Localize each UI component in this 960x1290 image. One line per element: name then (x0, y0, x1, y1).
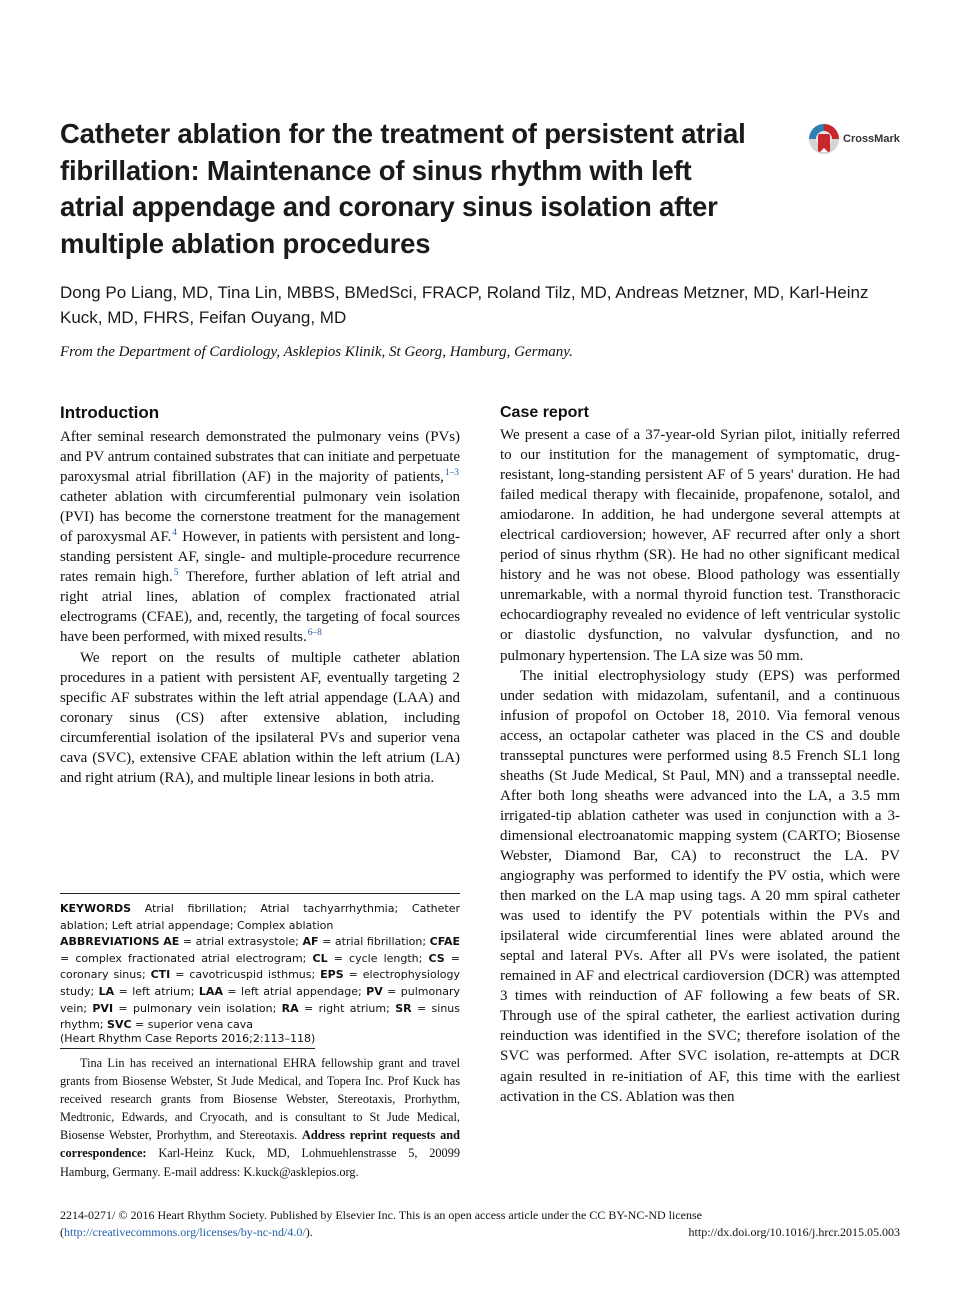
abbreviation-term: EPS (320, 968, 344, 982)
abbreviation-term: CS (428, 951, 445, 965)
abbreviation-term: LA (98, 984, 115, 998)
abbreviation-term: SVC (107, 1018, 132, 1032)
abbreviation-definition: = right atrium; (298, 1001, 396, 1015)
abbreviation-definition: = coronary sinus; (60, 951, 460, 982)
abbreviation-definition: = superior vena cava (131, 1018, 254, 1032)
right-column (500, 402, 900, 1107)
license-link[interactable]: http://creativecommons.org/licenses/by-nc-nd/4.0/ (64, 1225, 306, 1239)
abbreviation-definition: = left atrium; (114, 984, 199, 998)
abbreviation-definition: = electrophysiology study; (60, 968, 460, 998)
introduction-heading: Introduction (60, 403, 160, 422)
abbreviation-term: SR (395, 1001, 412, 1015)
abbreviation-definition: = sinus rhythm; (60, 1001, 461, 1032)
author-list: Dong Po Liang, MD, Tina Lin, MBBS, BMedSci, FRACP, Roland Tilz, MD, Andreas Metzner, MD, Karl-Heinz Kuck, MD, FHRS, Feifan Ouyang, MD (60, 283, 869, 327)
crossmark-icon (808, 122, 840, 156)
abbreviation-definition: = pulmonary vein; (60, 984, 460, 1015)
intro-paragraph-1 (60, 427, 460, 648)
reference-link[interactable]: 6–8 (307, 628, 322, 639)
case-paragraph-2: The initial electrophysiology study (EPS) was performed under sedation with midazolam, sufentanil, and a continuous infusion of propofol on October 18, 2010. Via femoral venous access, an octapolar catheter was placed in the CS and double transseptal punctures were performed using 8.5 French SL1 long sheaths (St Jude Medical, St Paul, MN) and a transseptal needle. After both long sheaths were advanced into the LA, a 3.5 mm irrigated-tip ablation catheter was used in conjunction with a 3-dimensional electroanatomic mapping system (CARTO; Biosense Webster, Diamond Bar, CA) to reconstruct the LA. PV angiography was performed to identify the PV ostia, which were then marked on the LA map using tags. A 20 mm spiral catheter was used to identify the PV potentials within the PVs and ipsilateral wide circumferential lines were ablated around the septal and lateral PVs. After all PVs were isolated, the patient remained in AF and electrical cardioversion (DCR) was attempted 3 times with reinduction of AF following a few beats of SR. Through use of the spiral catheter, the earliest activation during reinduction was identified in the SVC; therefore isolation of the SVC was performed. After SVC isolation, re-attempts at DCR again resulted in re-initiation of AF, this time with the earliest activation in the CS. Ablation was then (500, 667, 900, 1105)
keywords-line (60, 901, 460, 934)
intro-text-b: catheter ablation with circumferential pulmonary vein isolation (PVI) has become the cornerstone treatment for the management of paroxysmal AF. (60, 489, 460, 546)
abbreviation-term: AE (163, 935, 180, 949)
doi-link[interactable]: http://dx.doi.org/10.1016/j.hrcr.2015.05.003 (688, 1225, 900, 1239)
abbreviation-definition: = cavotricuspid isthmus; (170, 968, 321, 982)
abbreviations-list (60, 935, 460, 1031)
abbreviation-definition: = complex fractionated atrial electrogram; (60, 951, 313, 965)
abbreviation-term: CFAE (429, 935, 460, 949)
abbreviation-definition: = atrial extrasystole; (179, 935, 303, 949)
keywords-abbreviations-box (60, 893, 460, 1034)
correspondence-text: Karl-Heinz Kuck, MD, Lohmuehlenstrasse 5, 20099 Hamburg, Germany. E-mail address: K.kuck@asklepios.org. (60, 1146, 460, 1179)
abbreviation-definition: = left atrial appendage; (222, 984, 367, 998)
abbreviation-term: CTI (150, 968, 171, 982)
abbreviation-definition: = atrial fibrillation; (318, 935, 430, 949)
case-paragraph-1: We present a case of a 37-year-old Syrian pilot, initially referred to our institution for the management of symptomatic, drug-resistant, long-standing persistent AF of 5 years' duration. He had failed medical therapy with flecainide, propafenone, sotalol, and amiodarone. In addition, he had undergone several attempts at electrical cardioversion; however, AF recurred after only a short period of sinus rhythm (SR). He had no other significant medical history and he was not obese. Blood pathology was essentially unremarkable, with a normal thyroid function test. Transthoracic echocardiography revealed no evidence of left ventricular systolic or diastolic dysfunction, no valvular dysfunction, and no pulmonary hypertension. The LA size was 50 mm. (500, 427, 900, 664)
case-report-heading: Case report (500, 404, 589, 421)
abbreviation-term: LAA (198, 984, 223, 998)
license-close-paren: ). (305, 1225, 313, 1239)
keywords-text: Atrial fibrillation; Atrial tachyarrhythmia; Catheter ablation; Left atrial appendage; Complex ablation (60, 902, 460, 932)
abbreviation-definition: = pulmonary vein isolation; (113, 1001, 282, 1015)
article-title: Catheter ablation for the treatment of persistent atrial fibrillation: Maintenance of sinus rhythm with left atrial appendage and coronary sinus isolation after multiple ablation procedures (60, 118, 746, 259)
left-column (60, 402, 460, 788)
license-line (60, 1224, 313, 1241)
intro-text-c: However, in patients with persistent and long-standing persistent AF, single- and multiple-procedure recurrence rates remain high. (60, 529, 460, 586)
affiliation: From the Department of Cardiology, Asklepios Klinik, St Georg, Hamburg, Germany. (60, 344, 573, 360)
abbreviation-term: RA (281, 1001, 299, 1015)
intro-text-d: Therefore, further ablation of left atrial and right atrial lines, ablation of complex fractionated atrial electrograms (CFAE), and, recently, the targeting of focal sources have been performed, with mixed results. (60, 569, 460, 646)
intro-text-a: After seminal research demonstrated the pulmonary veins (PVs) and PV antrum contained substrates that can initiate and perpetuate paroxysmal atrial fibrillation (AF) in the majority of patients, (60, 429, 460, 486)
abbreviation-term: PV (366, 984, 383, 998)
reference-link[interactable]: 1–3 (444, 468, 459, 479)
correspondence-label: Address reprint requests and correspondence: (60, 1128, 460, 1161)
reference-link[interactable]: 5 (173, 568, 179, 579)
abbreviations-label: ABBREVIATIONS (60, 935, 160, 949)
intro-paragraph-2: We report on the results of multiple catheter ablation procedures in a patient with persistent AF, eventually targeting 2 specific AF substrates within the left atrial appendage (LAA) and coronary sinus (CS) after extensive ablation, including circumferential isolation of the ipsilateral PVs and superior vena cava (SVC), extensive CFAE ablation within the left atrium (LA) and right atrium (RA), and multiple linear lesions in both atria. (60, 649, 460, 786)
abbreviation-term: CL (312, 951, 328, 965)
abbreviation-definition: = cycle length; (327, 951, 429, 965)
license-open-paren: ( (60, 1225, 64, 1239)
copyright-line: 2214-0271/ © 2016 Heart Rhythm Society. Published by Elsevier Inc. This is an open access article under the CC BY-NC-ND license (60, 1208, 702, 1222)
disclosure-text: Tina Lin has received an international EHRA fellowship grant and travel grants from Biosense Webster, St Jude Medical, and Topera Inc. Prof Kuck has received research grants from Biosense Webster, Stereotaxis, Prorhythm, Medtronic, Edwards, and Cryocath, and is consultant to St Jude Medical, Biosense Webster, Prorhythm, and Stereotaxis. (60, 1056, 460, 1143)
page-footer (60, 1207, 900, 1241)
abbreviations-line (60, 934, 460, 1034)
reference-link[interactable]: 4 (172, 528, 177, 539)
crossmark-label: CrossMark (843, 133, 900, 145)
crossmark-badge[interactable] (808, 122, 900, 156)
keywords-label: KEYWORDS (60, 902, 132, 915)
abbreviation-term: PVI (92, 1001, 114, 1015)
disclosure-note (60, 1054, 460, 1181)
abbreviation-term: AF (302, 935, 319, 949)
journal-citation: (Heart Rhythm Case Reports 2016;2:113–118) (60, 1031, 315, 1049)
